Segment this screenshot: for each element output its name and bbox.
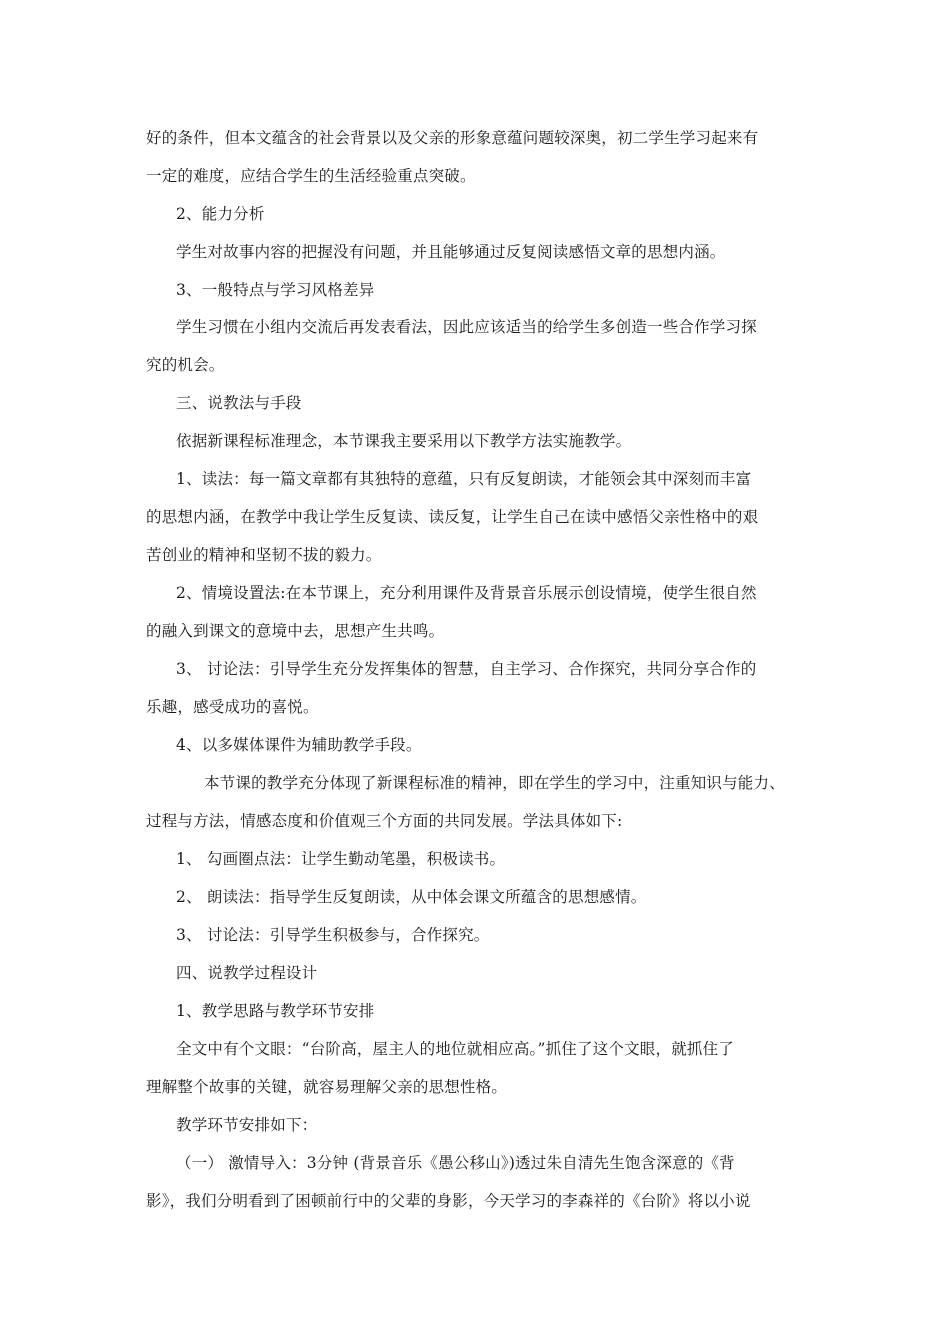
list-item: 2、 朗读法：指导学生反复朗读，从中体会课文所蕴含的思想感情。 xyxy=(176,888,647,906)
body-line: 全文中有个文眼：“台阶高，屋主人的地位就相应高。”抓住了这个文眼，就抓住了 xyxy=(176,1040,735,1058)
body-line: 过程与方法，情感态度和价值观三个方面的共同发展。学法具体如下: xyxy=(146,812,623,830)
body-line: 学生习惯在小组内交流后再发表看法，因此应该适当的给学生多创造一些合作学习探 xyxy=(176,318,757,336)
body-line: 本节课的教学充分体现了新课程标准的精神，即在学生的学习中，注重知识与能力、 xyxy=(204,774,785,792)
section-heading: 四、说教学过程设计 xyxy=(176,964,318,982)
section-heading: 2、能力分析 xyxy=(176,205,265,223)
body-line: 教学环节安排如下： xyxy=(176,1116,318,1134)
body-line: 究的机会。 xyxy=(146,356,225,374)
body-line: 乐趣，感受成功的喜悦。 xyxy=(146,698,319,716)
list-item: 1、 勾画圈点法：让学生勤动笔墨，积极读书。 xyxy=(176,850,506,868)
body-line: 理解整个故事的关键，就容易理解父亲的思想性格。 xyxy=(146,1078,508,1096)
body-line: 好的条件，但本文蕴含的社会背景以及父亲的形象意蕴问题较深奥，初二学生学习起来有 xyxy=(146,129,759,147)
body-line: （一） 激情导入：3分钟 (背景音乐《愚公移山》)透过朱自清先生饱含深意的《背 xyxy=(176,1154,735,1172)
body-line: 1、读法：每一篇文章都有其独特的意蕴，只有反复朗读，才能领会其中深刻而丰富 xyxy=(176,470,752,488)
body-line: 的融入到课文的意境中去，思想产生共鸣。 xyxy=(146,622,445,640)
section-heading: 三、说教法与手段 xyxy=(176,394,302,412)
body-line: 苦创业的精神和坚韧不拔的毅力。 xyxy=(146,546,382,564)
section-heading: 1、教学思路与教学环节安排 xyxy=(176,1002,375,1020)
body-line: 3、 讨论法：引导学生充分发挥集体的智慧，自主学习、合作探究，共同分享合作的 xyxy=(176,660,757,678)
body-line: 的思想内涵，在教学中我让学生反复读、读反复，让学生自己在读中感悟父亲性格中的艰 xyxy=(146,508,759,526)
list-item: 3、 讨论法：引导学生积极参与，合作探究。 xyxy=(176,926,490,944)
body-line: 2、情境设置法:在本节课上，充分利用课件及背景音乐展示创设情境，使学生很自然 xyxy=(176,584,757,602)
section-heading: 3、一般特点与学习风格差异 xyxy=(176,281,375,299)
body-line: 影》，我们分明看到了困顿前行中的父辈的身影，今天学习的李森祥的《台阶》将以小说 xyxy=(146,1192,751,1210)
body-line: 依据新课程标准理念，本节课我主要采用以下教学方法实施教学。 xyxy=(176,432,632,450)
body-line: 一定的难度，应结合学生的生活经验重点突破。 xyxy=(146,167,476,185)
body-line: 4、以多媒体课件为辅助教学手段。 xyxy=(176,736,422,754)
body-line: 学生对故事内容的把握没有问题，并且能够通过反复阅读感悟文章的思想内涵。 xyxy=(176,243,726,261)
